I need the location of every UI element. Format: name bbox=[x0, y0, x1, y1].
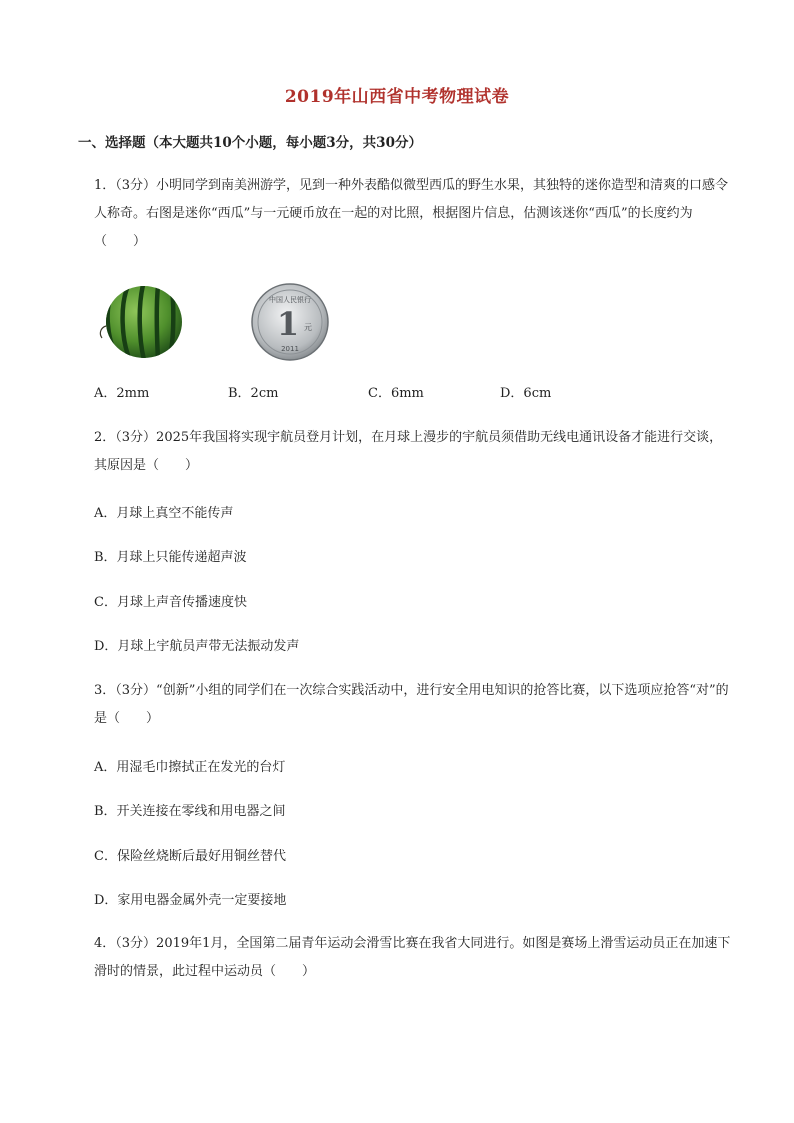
coin-year: 2011 bbox=[281, 345, 299, 353]
page-title: 2019年山西省中考物理试卷 bbox=[284, 87, 510, 107]
question-3-option-d[interactable]: D．家用电器金属外壳一定要接地 bbox=[94, 893, 287, 908]
question-2-option-d[interactable]: D．月球上宇航员声带无法振动发声 bbox=[94, 639, 300, 654]
coin-numeral: 1 bbox=[276, 305, 300, 343]
coin-top-text: 中国人民银行 bbox=[269, 296, 311, 304]
coin-unit: 元 bbox=[304, 323, 312, 332]
question-1-option-d[interactable]: D．6cm bbox=[500, 386, 552, 401]
question-2-option-a[interactable]: A．月球上真空不能传声 bbox=[94, 506, 234, 521]
question-4-stem: 4．（3分）2019年1月，全国第二届青年运动会滑雪比赛在我省大同进行。如图是赛场上滑雪运动员正在加速下滑时的情景，此过程中运动员（ ） bbox=[94, 936, 731, 979]
question-2-stem: 2．（3分）2025年我国将实现宇航员登月计划，在月球上漫步的宇航员须借助无线电通讯设备才能进行交谈，其原因是（ ） bbox=[94, 430, 723, 473]
question-1-stem: 1．（3分）小明同学到南美洲游学，见到一种外表酷似微型西瓜的野生水果，其独特的迷你造型和清爽的口感令人称奇。右图是迷你“西瓜”与一元硬币放在一起的对比照，根据图片信息，估测该迷你“西瓜”的长度约为（ ） bbox=[94, 178, 729, 249]
question-3-option-c[interactable]: C．保险丝烧断后最好用铜丝替代 bbox=[94, 849, 286, 864]
question-1-option-b[interactable]: B．2cm bbox=[228, 386, 279, 401]
question-1-option-a[interactable]: A．2mm bbox=[94, 386, 150, 401]
coin-image bbox=[250, 282, 330, 362]
question-3-option-a[interactable]: A．用湿毛巾擦拭正在发光的台灯 bbox=[94, 760, 286, 775]
watermelon-image bbox=[96, 284, 188, 360]
question-3-option-b[interactable]: B．开关连接在零线和用电器之间 bbox=[94, 804, 286, 819]
question-1-option-c[interactable]: C．6mm bbox=[368, 386, 424, 401]
section-heading: 一、选择题（本大题共10个小题，每小题3分，共30分） bbox=[78, 135, 422, 151]
question-3-stem: 3．（3分）“创新”小组的同学们在一次综合实践活动中，进行安全用电知识的抢答比赛，以下选项应抢答“对”的是（ ） bbox=[94, 683, 729, 726]
question-2-option-c[interactable]: C．月球上声音传播速度快 bbox=[94, 595, 247, 610]
question-2-option-b[interactable]: B．月球上只能传递超声波 bbox=[94, 550, 247, 565]
